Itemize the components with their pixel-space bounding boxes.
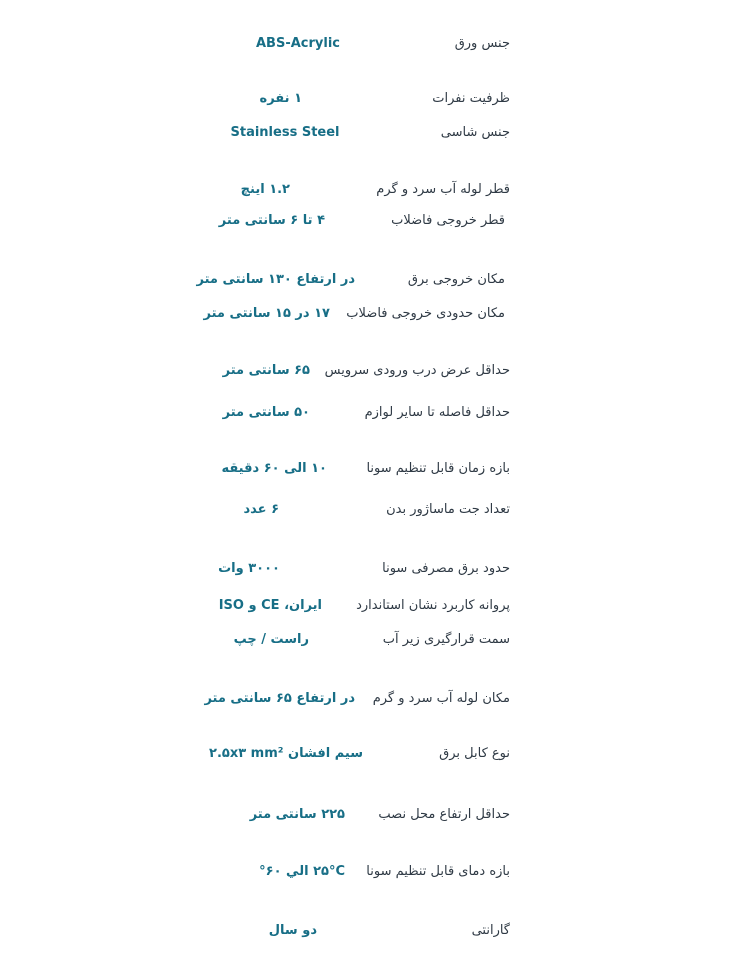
spec-label: ظرفیت نفرات <box>432 91 510 106</box>
spec-value: در ارتفاع ۱۳۰ سانتی متر <box>196 272 355 287</box>
spec-value: ۲۲۵ سانتی متر <box>249 807 345 822</box>
spec-label: حداقل ارتفاع محل نصب <box>378 807 510 822</box>
spec-row-faucet-side <box>0 630 750 660</box>
spec-value: در ارتفاع ۶۵ سانتی متر <box>204 691 355 706</box>
spec-row-door-width <box>0 361 750 391</box>
spec-label: جنس ورق <box>454 36 510 51</box>
spec-row-standard-license <box>0 596 750 626</box>
spec-label: قطر خروجی فاضلاب <box>391 213 505 228</box>
spec-value: ۶۵ سانتی متر <box>222 363 310 378</box>
spec-label: تعداد جت ماساژور بدن <box>386 502 510 517</box>
spec-value: دو سال <box>268 923 317 938</box>
spec-row-sauna-temperature <box>0 862 750 892</box>
spec-label: مکان خروجی برق <box>407 272 505 287</box>
spec-value: ۴ تا ۶ سانتی متر <box>218 213 325 228</box>
spec-row-install-height <box>0 805 750 835</box>
spec-value: سیم افشان ۲.۵x۳ mm² <box>209 746 363 761</box>
spec-row-sheet-material <box>0 34 750 64</box>
spec-value: ۲۵°C الي ۶۰° <box>259 864 345 879</box>
spec-label: حداقل عرض درب ورودی سرویس <box>324 363 510 378</box>
spec-row-drain-location <box>0 304 750 334</box>
spec-value: Stainless Steel <box>230 125 340 140</box>
spec-label: نوع کابل برق <box>439 746 510 761</box>
spec-row-sauna-power <box>0 559 750 589</box>
spec-row-drain-diameter <box>0 211 750 241</box>
spec-label: جنس شاسی <box>440 125 510 140</box>
spec-row-massage-jets <box>0 500 750 530</box>
spec-label: سمت قرارگیری زیر آب <box>382 632 510 647</box>
spec-row-sauna-time <box>0 459 750 489</box>
spec-label: پروانه کاربرد نشان استاندارد <box>356 598 510 613</box>
spec-row-capacity <box>0 89 750 119</box>
spec-label: حداقل فاصله تا سایر لوازم <box>364 405 510 420</box>
spec-row-water-pipe-diameter <box>0 180 750 210</box>
spec-value: ۵۰ سانتی متر <box>222 405 310 420</box>
spec-label: قطر لوله آب سرد و گرم <box>376 182 510 197</box>
spec-label: مکان لوله آب سرد و گرم <box>372 691 510 706</box>
spec-value: ۱۰ الی ۶۰ دقیقه <box>221 461 327 476</box>
spec-value: ۱.۲ اینچ <box>240 182 290 197</box>
spec-value: ABS-Acrylic <box>256 36 340 51</box>
spec-label: حدود برق مصرفی سونا <box>382 561 510 576</box>
spec-row-clearance <box>0 403 750 433</box>
spec-value: ۳۰۰۰ وات <box>218 561 280 576</box>
spec-row-chassis-material <box>0 123 750 153</box>
spec-value: ۶ عدد <box>243 502 279 517</box>
spec-value: راست / چپ <box>233 632 309 647</box>
spec-row-water-pipe-location <box>0 689 750 719</box>
spec-row-power-outlet-location <box>0 270 750 300</box>
spec-row-cable-type <box>0 744 750 774</box>
spec-value: ۱۷ در ۱۵ سانتی متر <box>203 306 330 321</box>
spec-value: ۱ نفره <box>259 91 302 106</box>
spec-label: مکان حدودی خروجی فاضلاب <box>346 306 505 321</box>
spec-label: بازه دمای قابل تنظیم سونا <box>366 864 510 879</box>
spec-label: بازه زمان قابل تنظیم سونا <box>366 461 510 476</box>
spec-label: گارانتی <box>471 923 510 938</box>
spec-row-warranty <box>0 921 750 951</box>
spec-value: ایران، CE و ISO <box>218 598 322 613</box>
